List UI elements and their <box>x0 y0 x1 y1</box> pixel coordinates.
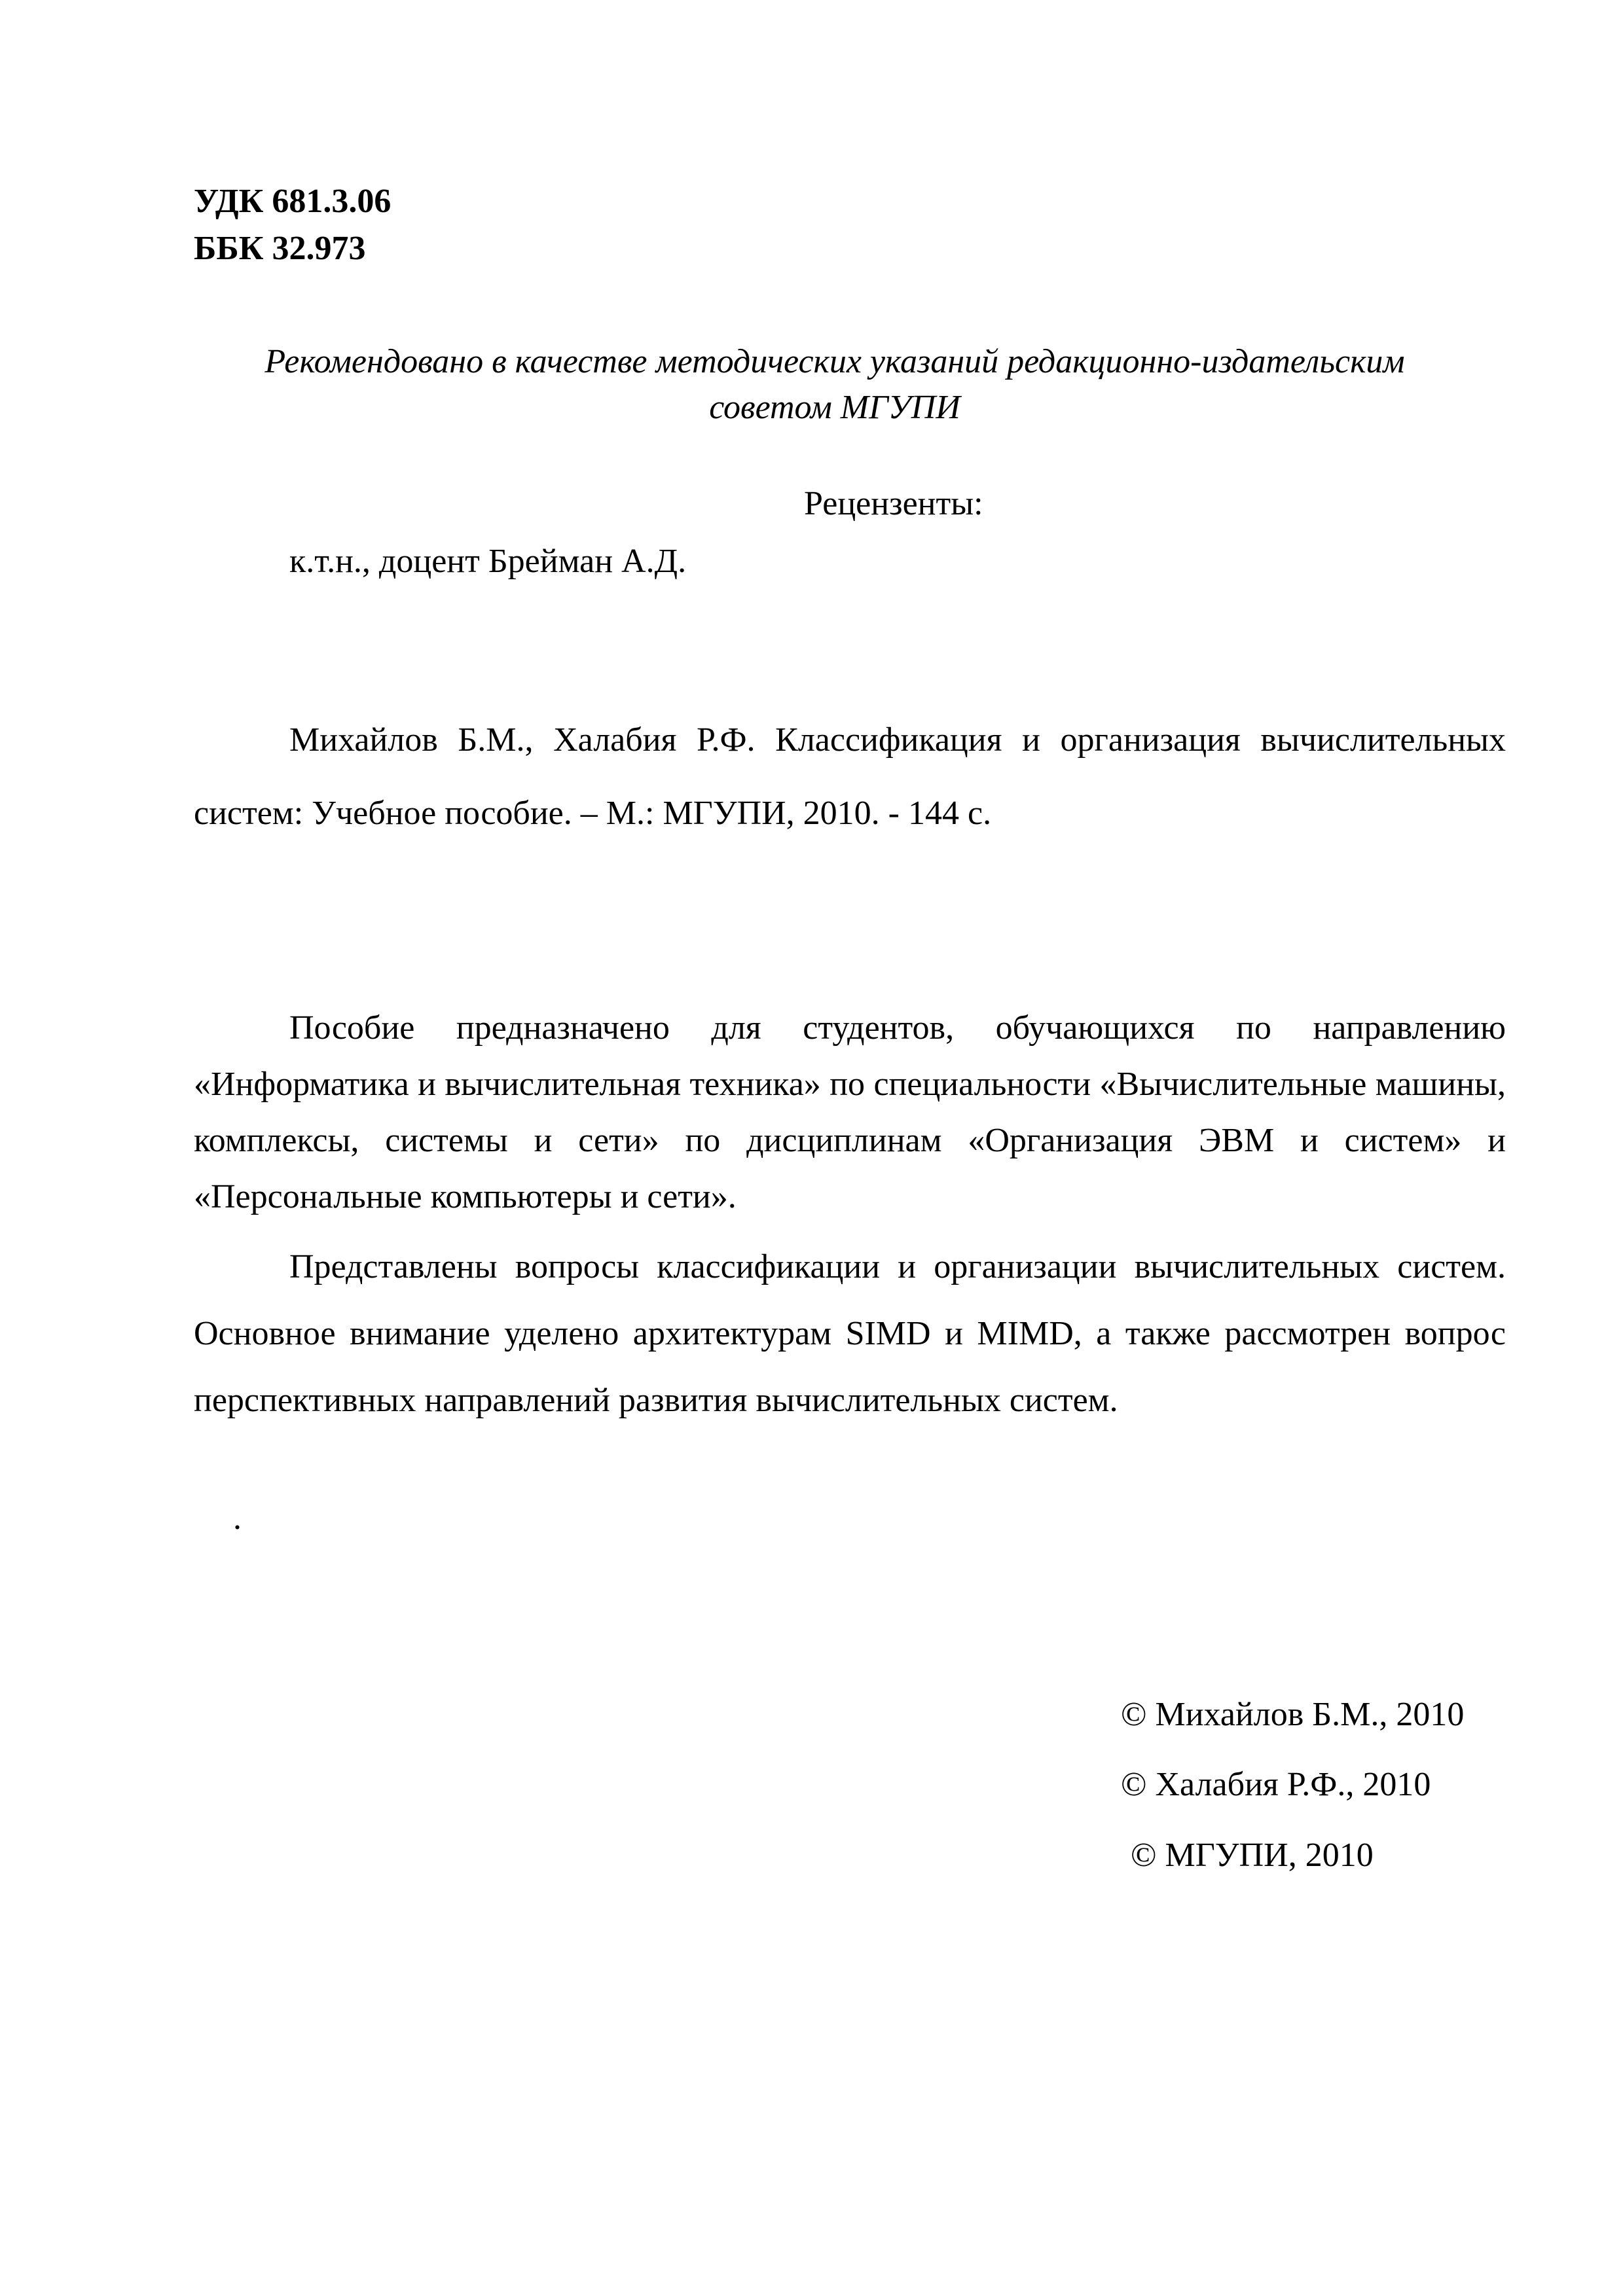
classification-codes <box>194 178 391 272</box>
bibliographic-record: Михайлов Б.М., Халабия Р.Ф. Классификация и организация вычислительных систем: Учебное пособие. – М.: МГУПИ, 2010. - 144 с. <box>194 721 1506 832</box>
stray-mark: . <box>233 1499 242 1537</box>
copyright-author-1: © Михайлов Б.М., 2010 <box>1121 1696 1465 1733</box>
copyright-author-2: © Халабия Р.Ф., 2010 <box>1121 1766 1431 1803</box>
reviewer-name: к.т.н., доцент Брейман А.Д. <box>289 543 687 580</box>
recommendation-line-2: советом МГУПИ <box>709 389 960 426</box>
annotation-purpose: Пособие предназначено для студентов, обучающихся по направлению «Информатика и вычислительная техника» по специальности «Вычислительные машины, комплексы, системы и сети» по дисциплинам «Организация ЭВМ и систем» и «Персональные компьютеры и сети». <box>194 1009 1506 1215</box>
recommendation-note <box>164 339 1506 431</box>
copyright-publisher: © МГУПИ, 2010 <box>1131 1837 1374 1874</box>
bbk-code: ББК 32.973 <box>194 230 366 267</box>
annotation-content: Представлены вопросы классификации и организации вычислительных систем. Основное внимание уделено архитектурам SIMD и MIMD, а также рассмотрен вопрос перспективных направлений развития вычислительных систем. <box>194 1248 1506 1419</box>
udk-code: УДК 681.3.06 <box>194 183 392 220</box>
reviewers-heading: Рецензенты: <box>804 485 983 522</box>
recommendation-line-1: Рекомендовано в качестве методических указаний редакционно-издательским <box>264 343 1405 380</box>
